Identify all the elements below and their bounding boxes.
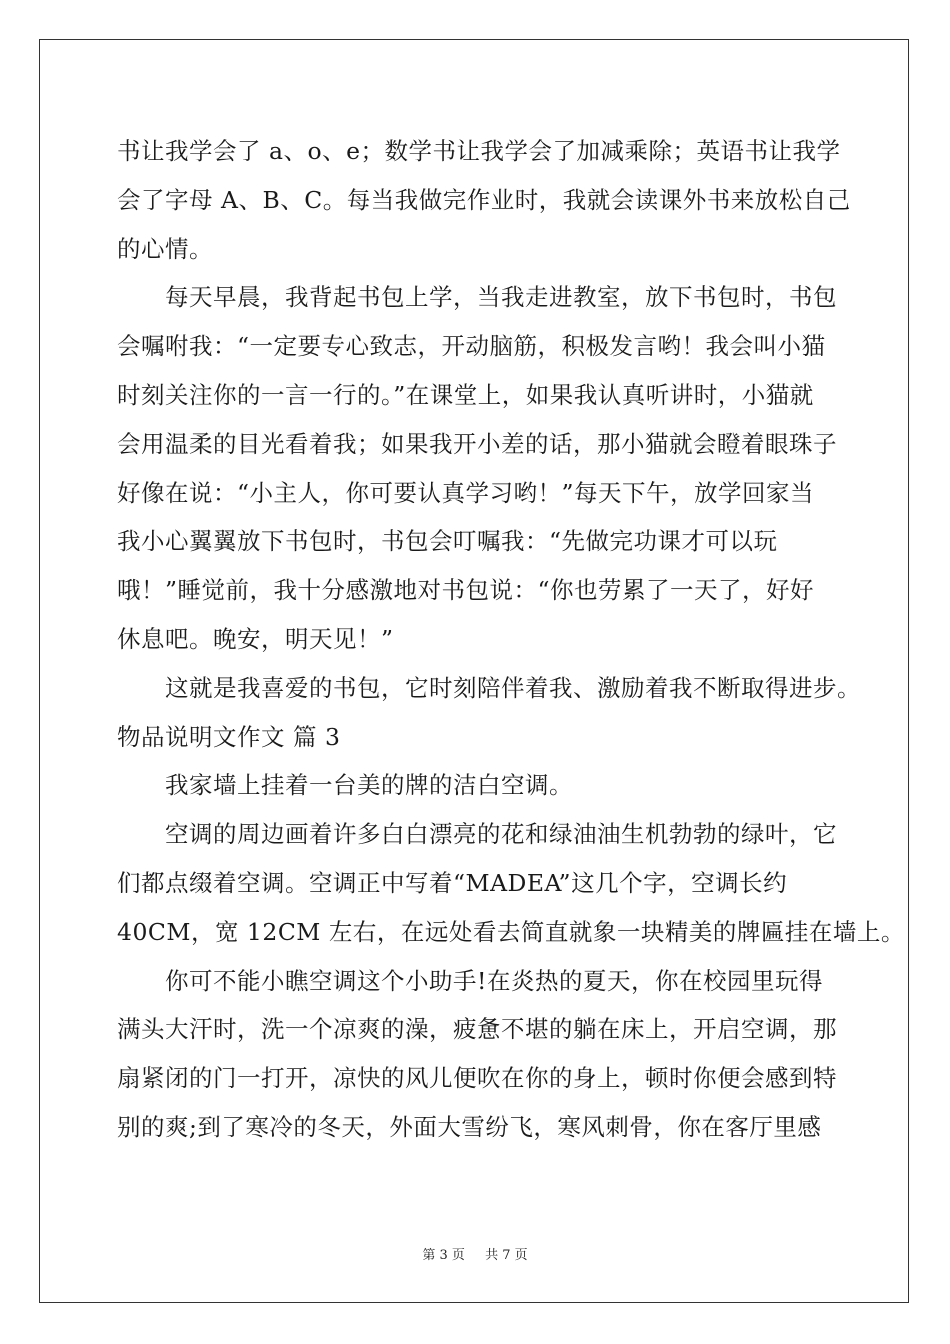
section-heading: 物品说明文作文 篇 3 (117, 722, 341, 751)
text-line-3: 的心情。 (117, 234, 213, 263)
page-total: 共 7 页 (485, 1248, 528, 1263)
text-line-21: 别的爽;到了寒冷的冬天，外面大雪纷飞，寒风刺骨，你在客厅里感 (117, 1112, 822, 1141)
text-line-10: 哦！”睡觉前，我十分感激地对书包说：“你也劳累了一天了，好好 (117, 576, 815, 605)
text-line-6: 时刻关注你的一言一行的。”在课堂上，如果我认真听讲时，小猫就 (117, 380, 814, 409)
text-line-1: 书让我学会了 a、o、e；数学书让我学会了加减乘除；英语书让我学 (117, 137, 841, 165)
text-line-7: 会用温柔的目光看着我；如果我开小差的话，那小猫就会瞪着眼珠子 (117, 429, 837, 458)
text-line-16: 们都点缀着空调。空调正中写着“MADEA”这几个字，空调长约 (117, 868, 788, 897)
text-line-5: 会嘱咐我：“一定要专心致志，开动脑筋，积极发言哟！我会叫小猫 (117, 332, 826, 361)
text-line-9: 我小心翼翼放下书包时，书包会叮嘱我：“先做完功课才可以玩 (117, 527, 778, 556)
text-line-15: 空调的周边画着许多白白漂亮的花和绿油油生机勃勃的绿叶，它 (165, 820, 837, 849)
text-line-11: 休息吧。晚安，明天见！” (117, 624, 394, 653)
page-footer (0, 1244, 950, 1263)
text-line-18: 你可不能小瞧空调这个小助手!在炎热的夏天，你在校园里玩得 (165, 966, 823, 995)
text-line-12: 这就是我喜爱的书包，它时刻陪伴着我、激励着我不断取得进步。 (165, 673, 861, 702)
text-line-17: 40CM，宽 12CM 左右，在远处看去简直就象一块精美的牌匾挂在墙上。 (117, 917, 905, 946)
text-line-20: 扇紧闭的门一打开，凉快的风儿便吹在你的身上，顿时你便会感到特 (117, 1064, 837, 1093)
document-body (117, 127, 905, 1152)
text-line-4: 每天早晨，我背起书包上学，当我走进教室，放下书包时，书包 (165, 283, 837, 312)
text-line-19: 满头大汗时，洗一个凉爽的澡，疲惫不堪的躺在床上，开启空调，那 (117, 1015, 837, 1044)
text-line-14: 我家墙上挂着一台美的牌的洁白空调。 (165, 771, 573, 800)
page-number: 第 3 页 (422, 1248, 465, 1263)
text-line-8: 好像在说：“小主人，你可要认真学习哟！”每天下午，放学回家当 (117, 478, 815, 507)
text-line-2: 会了字母 A、B、C。每当我做完作业时，我就会读课外书来放松自己 (117, 185, 851, 214)
